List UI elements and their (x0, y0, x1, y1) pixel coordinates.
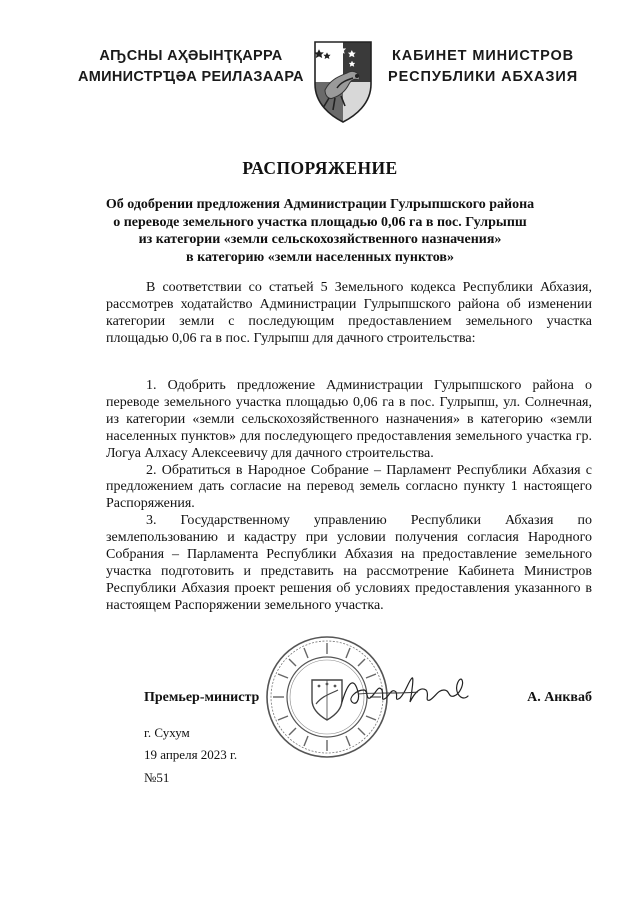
subtitle-line: о переводе земельного участка площадью 0,06 га в пос. Гулрыпш (113, 214, 527, 230)
header-right-line2: РЕСПУБЛИКИ АБХАЗИЯ (388, 69, 579, 85)
header-right (388, 46, 578, 88)
document-date: 19 апреля 2023 г. (144, 747, 238, 762)
header-left (78, 46, 304, 88)
header-left-line2: АМИНИСТРҴӘА РЕИЛАЗААРА (78, 69, 304, 85)
items-block (106, 378, 592, 615)
document-subtitle (60, 196, 580, 266)
document-city: г. Сухум (144, 725, 190, 740)
handwritten-signature-icon (338, 672, 470, 712)
intro-paragraph-block (106, 280, 592, 348)
signatory-position: Премьер-министр (144, 690, 260, 705)
item-paragraph-2: 2. Обратиться в Народное Собрание – Парламент Республики Абхазия с предложением дать согласие на перевод земель согласно пункту 1 настоящего Распоряжения. (106, 462, 592, 512)
header-right-line1: КАБИНЕТ МИНИСТРОВ (391, 48, 575, 64)
signatory-name: А. Анкваб (527, 690, 592, 705)
subtitle-line: из категории «земли сельскохозяйственного назначения» (138, 232, 502, 247)
header-left-line1: АҦСНЫ АҲӘЫНҬҚАРРА (99, 48, 283, 64)
coat-of-arms-icon (311, 38, 375, 124)
item-paragraph-3: 3. Государственному управлению Республики Абхазия по землепользованию и кадастру при условии получения согласия Народного Собрания – Парламента Республики Абхазия на предоставление земельного участка подготовить и представить на рассмотрение Кабинета Министров Республики Абхазия проект решения об условиях предоставления указанного в настоящем Распоряжении земельного участка. (106, 513, 592, 613)
document-title: РАСПОРЯЖЕНИЕ (242, 158, 398, 178)
subtitle-line: в категорию «земли населенных пунктов» (186, 249, 454, 265)
intro-paragraph: В соответствии со статьей 5 Земельного кодекса Республики Абхазия, рассмотрев ходатайство Администрации Гулрыпшского района об изменении категории земли с последующим предоставлением земельного участка площадью 0,06 га в пос. Гулрыпш для дачного строительства: (106, 280, 592, 346)
document-number: №51 (144, 770, 170, 785)
item-paragraph-1: 1. Одобрить предложение Администрации Гулрыпшского района о переводе земельного участка площадью 0,06 га в пос. Гулрыпш, ул. Солнечная, из категории «земли сельскохозяйственного назначения» в категорию «земли населенных пунктов» для последующего предоставления земельного участка гр. Логуа Алхасу Алексеевичу для дачного строительства. (106, 378, 592, 461)
subtitle-line: Об одобрении предложения Администрации Гулрыпшского района (105, 197, 535, 212)
